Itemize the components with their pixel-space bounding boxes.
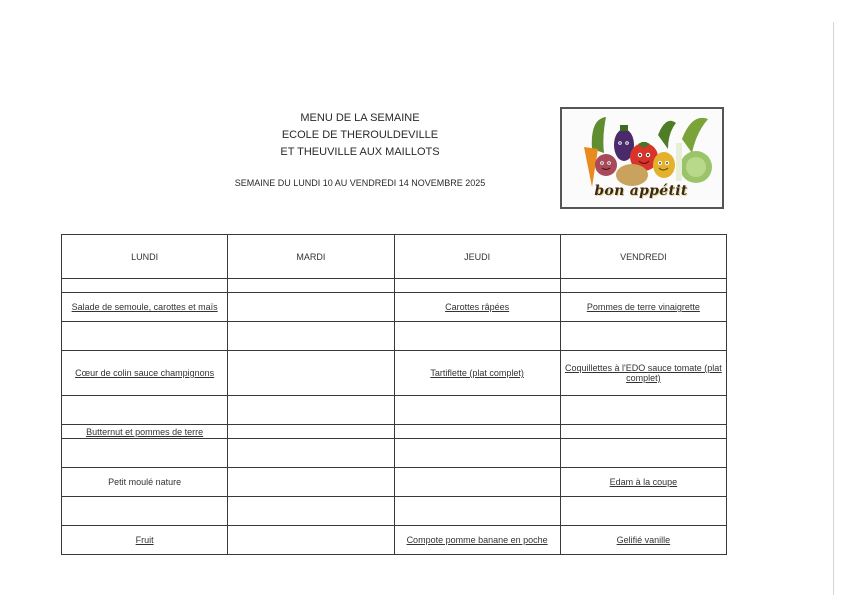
page-edge-line: [833, 22, 834, 595]
menu-cell: Pommes de terre vinaigrette: [560, 293, 726, 322]
menu-cell: Compote pomme banane en poche: [394, 526, 560, 555]
spacer-row: [62, 396, 727, 425]
header-school-2: ET THEUVILLE AUX MAILLOTS: [280, 146, 440, 158]
spacer-row: [62, 497, 727, 526]
menu-cell: Cœur de colin sauce champignons: [62, 351, 228, 396]
menu-cell: [228, 293, 394, 322]
menu-header: [240, 110, 480, 161]
menu-cell: Carottes râpées: [394, 293, 560, 322]
menu-cell: Edam à la coupe: [560, 468, 726, 497]
menu-row-starter: [62, 293, 727, 322]
menu-cell: Butternut et pommes de terre: [62, 425, 228, 439]
menu-cell: [228, 351, 394, 396]
menu-row-dessert: [62, 526, 727, 555]
menu-cell: Salade de semoule, carottes et maïs: [62, 293, 228, 322]
day-header: LUNDI: [62, 235, 228, 279]
bon-appetit-logo: [560, 107, 724, 209]
menu-row-side: [62, 425, 727, 439]
menu-cell: [228, 468, 394, 497]
menu-row-main: [62, 351, 727, 396]
menu-cell: Gelifié vanille: [560, 526, 726, 555]
menu-row-dairy: [62, 468, 727, 497]
menu-table: [61, 234, 727, 555]
menu-cell: [228, 425, 394, 439]
day-header: VENDREDI: [560, 235, 726, 279]
menu-cell: Fruit: [62, 526, 228, 555]
week-range: SEMAINE DU LUNDI 10 AU VENDREDI 14 NOVEMBRE 2025: [234, 178, 486, 188]
header-title: MENU DE LA SEMAINE: [300, 112, 420, 124]
menu-cell: Tartiflette (plat complet): [394, 351, 560, 396]
menu-cell: [394, 425, 560, 439]
logo-text: bon appétit: [594, 183, 688, 199]
menu-cell: [228, 526, 394, 555]
spacer-row: [62, 322, 727, 351]
header-school: ECOLE DE THEROULDEVILLE: [281, 129, 439, 141]
day-header: JEUDI: [394, 235, 560, 279]
menu-cell: [394, 468, 560, 497]
menu-days-row: [62, 235, 727, 279]
spacer-row: [62, 439, 727, 468]
menu-cell: Coquillettes à l'EDO sauce tomate (plat complet): [560, 351, 726, 396]
menu-cell: Petit moulé nature: [62, 468, 228, 497]
spacer-row: [62, 279, 727, 293]
menu-cell: [560, 425, 726, 439]
day-header: MARDI: [228, 235, 394, 279]
